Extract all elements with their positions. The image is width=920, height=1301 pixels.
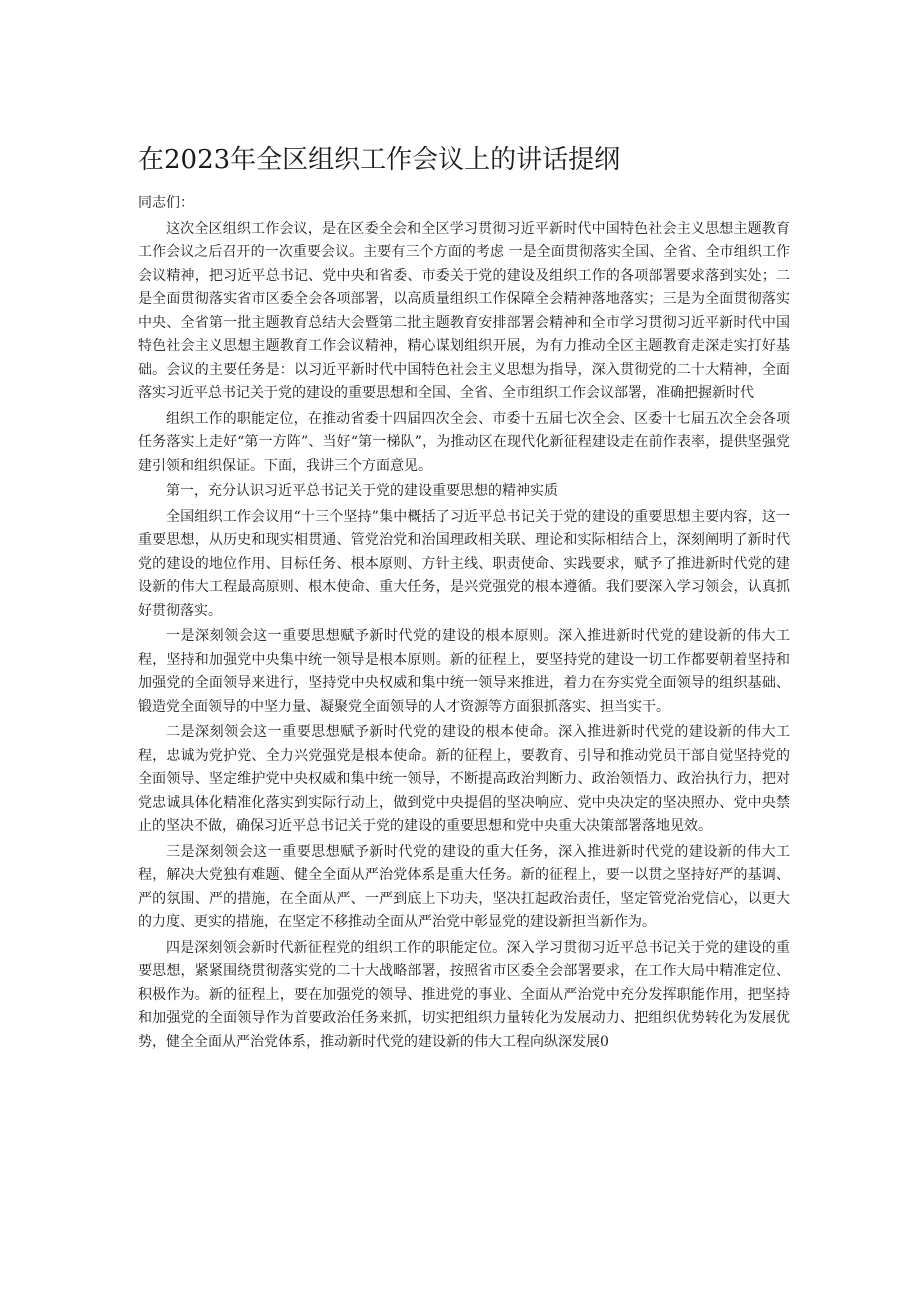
salutation: 同志们： (138, 195, 194, 211)
paragraph-point-one: 一是深刻领会这一重要思想赋予新时代党的建设的根本原则。深入推进新时代党的建设新的伟大工程，坚持和加强党中央集中统一领导是根本原则。新的征程上，要坚持党的建设一切工作都要朝着坚持和加强党的全面领导来进行，坚持党中央权威和集中统一领导来推进，着力在夯实党全面领导的组织基础、锻造党全面领导的中坚力量、凝聚党全面领导的人才资源等方面狠抓落实、担当实干。 (138, 628, 790, 715)
paragraph-point-four: 四是深刻领会新时代新征程党的组织工作的职能定位。深入学习贯彻习近平总书记关于党的建设的重要思想，紧紧围绕贯彻落实党的二十大战略部署，按照省市区委全会部署要求，在工作大局中精准定位、积极作为。新的征程上，要在加强党的领导、推进党的事业、全面从严治党中充分发挥职能作用，把坚持和加强党的全面领导作为首要政治任务来抓，切实把组织力量转化为发展动力、把组织优势转化为发展优势，健全全面从严治党体系，推动新时代党的建设新的伟大工程向纵深发展0 (138, 939, 790, 1050)
document-title: 在2023年全区组织工作会议上的讲话提纲 (138, 145, 621, 175)
paragraph-point-two: 二是深刻领会这一重要思想赋予新时代党的建设的根本使命。深入推进新时代党的建设新的伟大工程，忠诚为党护党、全力兴党强党是根本使命。新的征程上，要教育、引导和推动党员干部自觉坚持党的全面领导、坚定维护党中央权威和集中统一领导，不断提高政治判断力、政治领悟力、政治执行力，把对党忠诚具体化精准化落实到实际行动上，做到党中央提倡的坚决响应、党中央决定的坚决照办、党中央禁止的坚决不做，确保习近平总书记关于党的建设的重要思想和党中央重大决策部署落地见效。 (138, 724, 790, 834)
paragraph-thirteen-adherences: 全国组织工作会议用“十三个坚持”集中概括了习近平总书记关于党的建设的重要思想主要内容，这一重要思想，从历史和现实相贯通、管党治党和治国理政相关联、理论和实际相结合上，深刻阐明了新时代党的建设的地位作用、目标任务、根本原则、方针主线、职责使命、实践要求，赋予了推进新时代党的建设新的伟大工程最高原则、根木使命、重大任务，是兴党强党的根本遵循。我们要深入学习领会，认真抓好贯彻落实。 (138, 508, 790, 619)
paragraph-positioning: 组织工作的职能定位，在推动省委十四届四次全会、市委十五届七次全会、区委十七届五次全会各项任务落实上走好“第一方阵”、当好“第一梯队”，为推动区在现代化新征程建设走在前作表率，提供坚强党建引领和组织保证。下面，我讲三个方面意见。 (138, 410, 790, 474)
section-heading-first: 第一，充分认识习近平总书记关于党的建设重要思想的精神实质 (166, 483, 558, 499)
document-body (138, 192, 790, 1056)
paragraph-point-three: 三是深刻领会这一重要思想赋予新时代党的建设的重大任务，深入推进新时代党的建设新的伟大工程，解决大党独有难题、健全全面从严治党体系是重大任务。新的征程上，要一以贯之坚持好严的基调、严的氛围、严的措施，在全面从严、一严到底上下功夫，坚决扛起政治责任，坚定管党治党信心，以更大的力度、更实的措施，在坚定不移推动全面从严治党中彰显党的建设新担当新作为。 (138, 843, 790, 930)
paragraph-intro: 这次全区组织工作会议，是在区委全会和全区学习贯彻习近平新时代中国特色社会主义思想主题教育工作会议之后召开的一次重要会议。主要有三个方面的考虑 一是全面贯彻落实全国、全省、全市组织工作会议精神，把习近平总书记、党中央和省委、市委关于党的建设及组织工作的各项部署要求落到实处；二是全面贯彻落实省市区委全会各项部署，以高质量组织工作保障全会精神落地落实；三是为全面贯彻落实中央、全省第一批主题教育总结大会暨第二批主题教育安排部署会精神和全市学习贯彻习近平新时代中国特色社会主义思想主题教育工作会议精神，精心谋划组织开展，为有力推动全区主题教育走深走实打好基础。会议的主要任务是：以习近平新时代中国特色社会主义思想为指导，深入贯彻党的二十大精神，全面落实习近平总书记关于党的建设的重要思想和全国、全省、全市组织工作会议部署，准确把握新时代 (138, 220, 790, 401)
